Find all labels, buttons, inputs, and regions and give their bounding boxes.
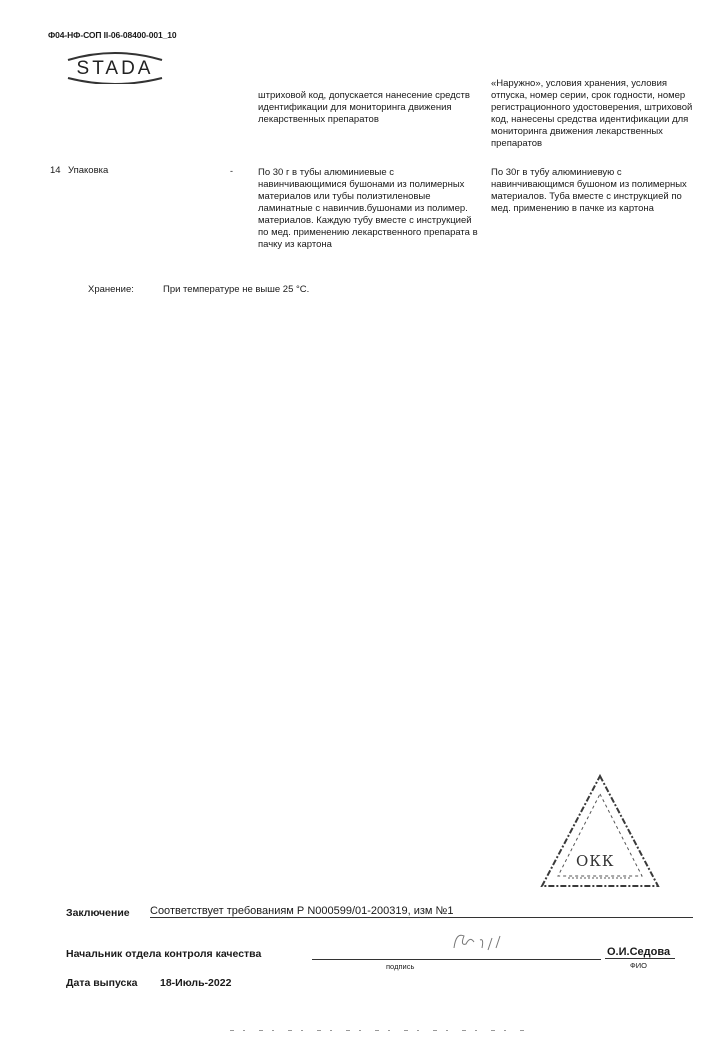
stada-logo bbox=[62, 50, 168, 84]
packaging-registered: По 30 г в тубы алюминиевые с навинчивающимися бушонами из полимерных материалов или тубы полиэтиленовые ламинатные с навинчив.бушонами из полимер. материалов. Каждую тубу вместе с инструкцией по мед. применению лекарственного препарата в пачку из картона bbox=[258, 167, 478, 250]
release-date-value: 18-Июль-2022 bbox=[160, 977, 232, 989]
row-name: Упаковка bbox=[68, 165, 109, 176]
continued-cell-registered: штриховой код, допускается нанесение средств идентификации для мониторинга движения лекарственных препаратов bbox=[258, 90, 470, 125]
fio-line bbox=[605, 958, 675, 959]
conclusion-underline bbox=[150, 917, 693, 918]
conclusion-text: Соответствует требованиям Р N000599/01-200319, изм №1 bbox=[150, 905, 454, 917]
scan-artifact bbox=[230, 1019, 530, 1022]
storage-label: Хранение: bbox=[88, 284, 134, 295]
handwritten-signature bbox=[436, 926, 516, 956]
release-date-label: Дата выпуска bbox=[66, 977, 138, 989]
signature-caption: подпись bbox=[386, 962, 415, 971]
row-dash: - bbox=[230, 166, 233, 176]
packaging-actual: По 30г в тубу алюминиевую с навинчивающимся бушоном из полимерных материалов. Туба вместе с инструкцией по мед. применению в пачке из картона bbox=[491, 167, 687, 214]
quality-control-stamp bbox=[538, 772, 662, 890]
signature-line bbox=[312, 959, 601, 960]
stamp-text: ОКК bbox=[576, 852, 615, 870]
department-head-label: Начальник отдела контроля качества bbox=[66, 948, 262, 960]
document-code: Ф04-НФ-СОП II-06-08400-001_10 bbox=[48, 30, 177, 40]
continued-cell-actual: «Наружно», условия хранения, условия отпуска, номер серии, срок годности, номер регистрационного удостоверения, штриховой код, нанесены средства идентификации для мониторинга движения лекарственных препаратов bbox=[491, 78, 693, 149]
logo-text: STADA bbox=[76, 58, 154, 79]
fio-name: О.И.Седова bbox=[607, 946, 671, 958]
row-number: 14 bbox=[50, 165, 61, 176]
fio-caption: ФИО bbox=[630, 961, 647, 970]
conclusion-label: Заключение bbox=[66, 907, 130, 919]
storage-text: При температуре не выше 25 °C. bbox=[163, 284, 310, 295]
